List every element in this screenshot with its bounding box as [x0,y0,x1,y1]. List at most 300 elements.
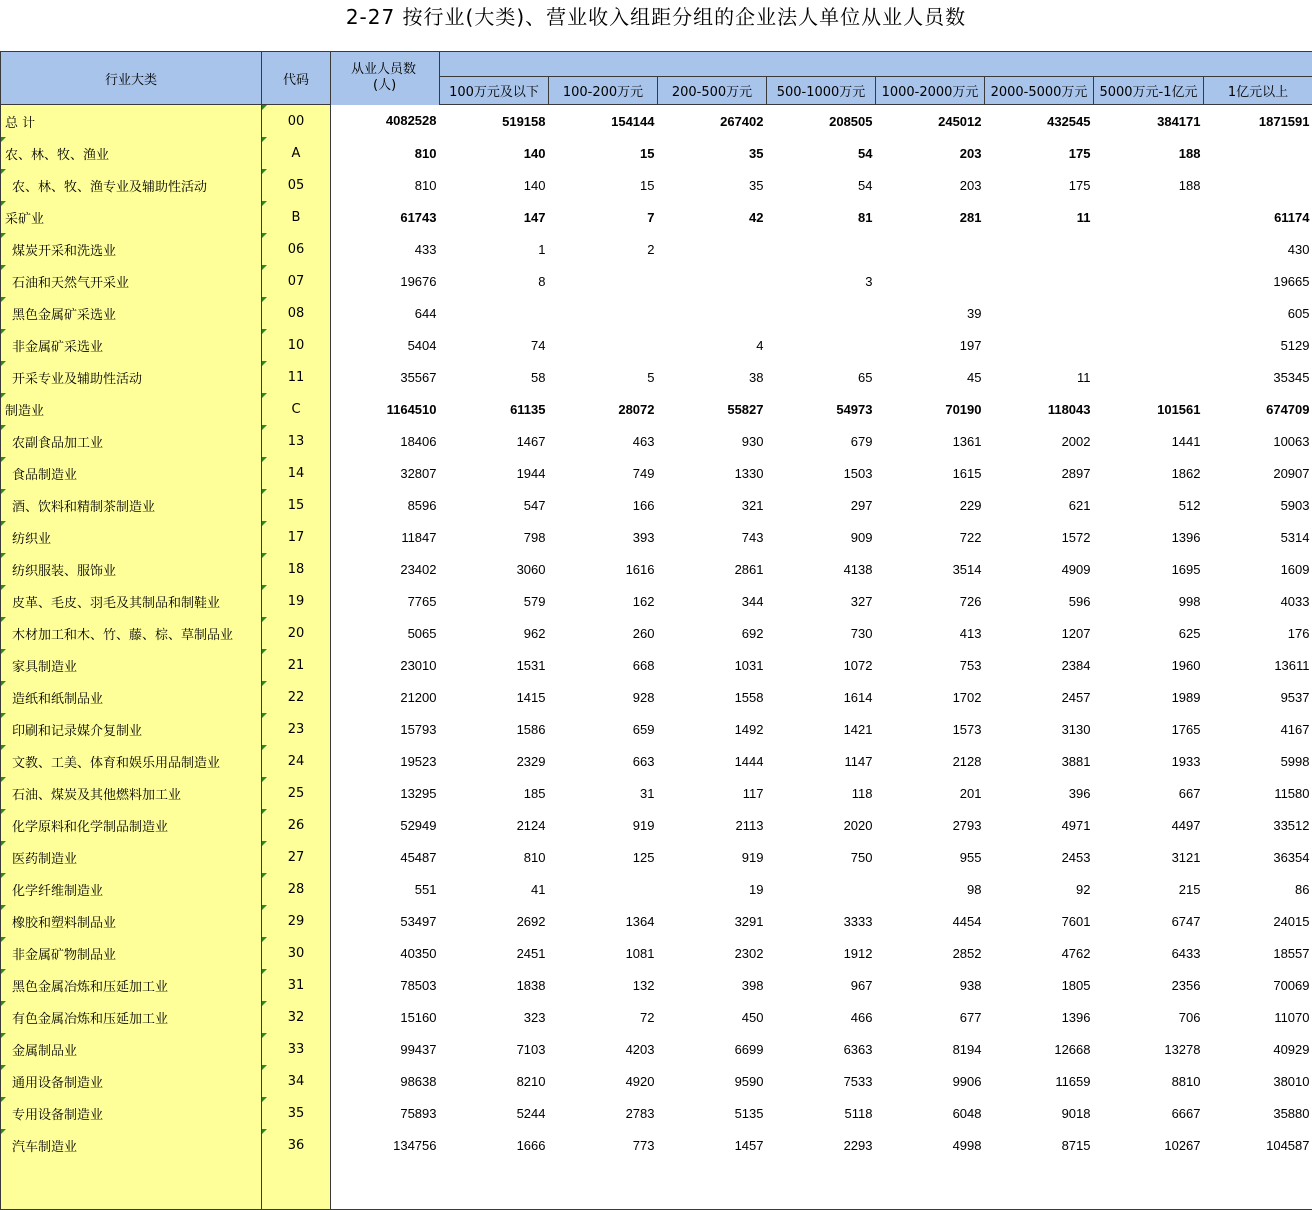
industry-name: 农副食品加工业 [12,436,103,451]
group-value-cell: 810 [440,841,549,873]
group-value-cell: 70190 [876,393,985,425]
group-value-cell: 5118 [767,1097,876,1129]
industry-code: 23 [288,722,305,737]
industry-name: 通用设备制造业 [12,1076,103,1091]
cell-comment-marker-icon [262,841,267,846]
group-value-cell: 4 [658,329,767,361]
group-value-cell: 267402 [658,105,767,138]
industry-name-cell [1,553,262,585]
group-value-cell [549,873,658,905]
group-value-cell: 3 [767,265,876,297]
group-value-cell: 1396 [1094,521,1204,553]
cell-comment-marker-icon [1,233,6,238]
total-employees-cell: 45487 [331,841,440,873]
group-value-cell: 188 [1094,137,1204,169]
group-value-cell: 203 [876,137,985,169]
industry-code: 11 [288,370,305,385]
industry-name-cell [1,905,262,937]
industry-code-cell [262,585,331,617]
industry-code-cell [262,777,331,809]
industry-code-cell [262,905,331,937]
total-employees-cell: 23010 [331,649,440,681]
total-employees-cell: 53497 [331,905,440,937]
group-value-cell: 175 [985,137,1094,169]
group-value-cell: 15 [549,137,658,169]
industry-code: 32 [288,1010,305,1025]
cell-comment-marker-icon [1,393,6,398]
table-row [1,1033,1312,1065]
group-value-cell: 92 [985,873,1094,905]
industry-code: 36 [288,1138,305,1153]
industry-code: 28 [288,882,305,897]
industry-name: 酒、饮料和精制茶制造业 [12,500,155,515]
cell-comment-marker-icon [1,1065,6,1070]
industry-name-cell [1,681,262,713]
table-row [1,617,1312,649]
group-value-cell [985,329,1094,361]
total-employees-cell: 23402 [331,553,440,585]
cell-comment-marker-icon [262,585,267,590]
industry-name-cell [1,1001,262,1033]
group-value-cell: 2302 [658,937,767,969]
header-group: 1亿元以上 [1204,77,1312,105]
industry-name-cell [1,1129,262,1161]
page-title: 2-27 按行业(大类)、营业收入组距分组的企业法人单位从业人员数 [0,2,1312,32]
group-value-cell: 8 [440,265,549,297]
group-value-cell: 998 [1094,585,1204,617]
group-value-cell [1094,265,1204,297]
industry-name-cell [1,1033,262,1065]
group-value-cell: 7103 [440,1033,549,1065]
group-value-cell: 10063 [1204,425,1312,457]
filler-cell [1204,1161,1312,1210]
header-group: 5000万元-1亿元 [1094,77,1204,105]
group-value-cell: 2002 [985,425,1094,457]
group-value-cell: 4920 [549,1065,658,1097]
industry-name-cell [1,393,262,425]
industry-code: 15 [288,498,305,513]
industry-name: 总 计 [5,116,35,131]
group-value-cell: 5 [549,361,658,393]
industry-name: 食品制造业 [12,468,77,483]
group-value-cell: 20907 [1204,457,1312,489]
group-value-cell: 674709 [1204,393,1312,425]
table-row [1,809,1312,841]
header-group: 200-500万元 [658,77,767,105]
industry-name-cell [1,489,262,521]
total-employees-cell: 99437 [331,1033,440,1065]
table-row [1,297,1312,329]
header-total [331,52,440,105]
group-value-cell: 928 [549,681,658,713]
group-value-cell [549,265,658,297]
group-value-cell: 1558 [658,681,767,713]
group-value-cell [985,297,1094,329]
group-value-cell: 101561 [1094,393,1204,425]
industry-code: 14 [288,466,305,481]
cell-comment-marker-icon [1,329,6,334]
cell-comment-marker-icon [262,617,267,622]
total-employees-cell: 40350 [331,937,440,969]
industry-code-cell [262,745,331,777]
industry-name-cell [1,777,262,809]
group-value-cell: 11580 [1204,777,1312,809]
cell-comment-marker-icon [1,649,6,654]
industry-code-cell [262,521,331,553]
group-value-cell: 1871591 [1204,105,1312,138]
industry-name-cell [1,809,262,841]
cell-comment-marker-icon [1,137,6,142]
industry-code-cell [262,1065,331,1097]
cell-comment-marker-icon [1,713,6,718]
group-value-cell: 9590 [658,1065,767,1097]
group-value-cell: 3514 [876,553,985,585]
industry-name: 文教、工美、体育和娱乐用品制造业 [12,756,220,771]
industry-code-cell [262,105,331,138]
group-value-cell: 3333 [767,905,876,937]
cell-comment-marker-icon [262,521,267,526]
group-value-cell: 430 [1204,233,1312,265]
table-row [1,169,1312,201]
industry-name: 黑色金属矿采选业 [12,308,116,323]
group-value-cell [658,265,767,297]
cell-comment-marker-icon [1,937,6,942]
group-value-cell: 1805 [985,969,1094,1001]
group-value-cell: 140 [440,137,549,169]
table-row [1,585,1312,617]
group-value-cell: 919 [658,841,767,873]
industry-code-cell [262,617,331,649]
industry-code-cell [262,809,331,841]
group-value-cell: 722 [876,521,985,553]
industry-name: 石油、煤炭及其他燃料加工业 [12,788,181,803]
cell-comment-marker-icon [1,745,6,750]
group-value-cell: 31 [549,777,658,809]
filler-cell [549,1161,658,1210]
table-row [1,1129,1312,1161]
group-value-cell: 2329 [440,745,549,777]
group-value-cell: 4998 [876,1129,985,1161]
table-row [1,233,1312,265]
group-value-cell: 2293 [767,1129,876,1161]
group-value-cell: 2453 [985,841,1094,873]
industry-code: 35 [288,1106,305,1121]
group-value-cell: 132 [549,969,658,1001]
table-body [1,105,1312,1210]
group-value-cell: 1492 [658,713,767,745]
group-value-cell: 118043 [985,393,1094,425]
group-value-cell: 3130 [985,713,1094,745]
group-value-cell [767,873,876,905]
industry-name: 黑色金属冶炼和压延加工业 [12,980,168,995]
cell-comment-marker-icon [1,201,6,206]
industry-name-cell [1,745,262,777]
group-value-cell: 297 [767,489,876,521]
total-employees-cell: 19676 [331,265,440,297]
group-value-cell [1204,137,1312,169]
industry-code: 31 [288,978,305,993]
cell-comment-marker-icon [1,873,6,878]
industry-name-cell [1,617,262,649]
group-value-cell: 45 [876,361,985,393]
group-value-cell: 58 [440,361,549,393]
industry-name-cell [1,201,262,233]
group-value-cell: 8210 [440,1065,549,1097]
industry-code-cell [262,297,331,329]
cell-comment-marker-icon [262,1065,267,1070]
total-employees-cell: 75893 [331,1097,440,1129]
group-value-cell [658,297,767,329]
group-value-cell: 667 [1094,777,1204,809]
industry-code-cell [262,457,331,489]
group-value-cell: 7533 [767,1065,876,1097]
cell-comment-marker-icon [1,617,6,622]
table-row [1,777,1312,809]
group-value-cell [440,297,549,329]
group-value-cell: 1467 [440,425,549,457]
group-value-cell: 726 [876,585,985,617]
group-value-cell: 35 [658,169,767,201]
industry-name-cell [1,425,262,457]
group-value-cell: 1609 [1204,553,1312,585]
group-value-cell: 70069 [1204,969,1312,1001]
cell-comment-marker-icon [1,425,6,430]
group-value-cell [1094,361,1204,393]
group-value-cell: 175 [985,169,1094,201]
group-value-cell: 798 [440,521,549,553]
group-value-cell: 413 [876,617,985,649]
group-value-cell: 1147 [767,745,876,777]
group-value-cell: 7 [549,201,658,233]
group-value-cell: 38010 [1204,1065,1312,1097]
industry-code-cell [262,489,331,521]
group-value-cell: 621 [985,489,1094,521]
group-value-cell: 1572 [985,521,1094,553]
industry-code-cell [262,425,331,457]
group-value-cell: 677 [876,1001,985,1033]
total-employees-cell: 18406 [331,425,440,457]
group-value-cell: 6048 [876,1097,985,1129]
group-value-cell: 750 [767,841,876,873]
group-value-cell: 3121 [1094,841,1204,873]
industry-code-cell [262,937,331,969]
group-value-cell: 450 [658,1001,767,1033]
industry-code: A [292,146,301,161]
group-value-cell: 13611 [1204,649,1312,681]
group-value-cell: 1616 [549,553,658,585]
industry-name: 木材加工和木、竹、藤、棕、草制品业 [12,628,233,643]
cell-comment-marker-icon [262,649,267,654]
cell-comment-marker-icon [1,265,6,270]
industry-code: 30 [288,946,305,961]
cell-comment-marker-icon [262,361,267,366]
total-employees-cell: 551 [331,873,440,905]
cell-comment-marker-icon [1,1097,6,1102]
industry-code: 00 [288,114,305,129]
group-value-cell: 2356 [1094,969,1204,1001]
cell-comment-marker-icon [262,937,267,942]
total-employees-cell: 19523 [331,745,440,777]
group-value-cell: 1615 [876,457,985,489]
industry-name-cell [1,457,262,489]
industry-code-cell [262,1129,331,1161]
cell-comment-marker-icon [262,489,267,494]
industry-code: 10 [288,338,305,353]
group-value-cell: 154144 [549,105,658,138]
group-value-cell: 41 [440,873,549,905]
total-employees-cell: 810 [331,169,440,201]
group-value-cell: 245012 [876,105,985,138]
group-value-cell: 1457 [658,1129,767,1161]
group-value-cell: 4033 [1204,585,1312,617]
industry-code-cell [262,393,331,425]
filler-cell [658,1161,767,1210]
group-value-cell [1094,297,1204,329]
cell-comment-marker-icon [1,457,6,462]
group-value-cell [767,329,876,361]
group-value-cell: 9018 [985,1097,1094,1129]
cell-comment-marker-icon [1,297,6,302]
industry-name: 非金属矿物制品业 [12,948,116,963]
group-value-cell: 61174 [1204,201,1312,233]
industry-name: 汽车制造业 [12,1140,77,1155]
cell-comment-marker-icon [1,777,6,782]
table-filler-row [1,1161,1312,1210]
group-value-cell: 35 [658,137,767,169]
group-value-cell: 13278 [1094,1033,1204,1065]
industry-name-cell [1,265,262,297]
total-employees-cell: 4082528 [331,105,440,138]
cell-comment-marker-icon [262,745,267,750]
group-value-cell: 74 [440,329,549,361]
total-employees-cell: 32807 [331,457,440,489]
group-value-cell: 55827 [658,393,767,425]
group-value-cell: 466 [767,1001,876,1033]
group-value-cell: 5129 [1204,329,1312,361]
industry-code: 34 [288,1074,305,1089]
cell-comment-marker-icon [262,233,267,238]
group-value-cell: 463 [549,425,658,457]
total-employees-cell: 21200 [331,681,440,713]
group-value-cell: 7601 [985,905,1094,937]
cell-comment-marker-icon [262,713,267,718]
cell-comment-marker-icon [262,777,267,782]
filler-cell [767,1161,876,1210]
industry-name: 制造业 [5,404,44,419]
group-value-cell: 8810 [1094,1065,1204,1097]
group-value-cell: 6747 [1094,905,1204,937]
group-value-cell: 938 [876,969,985,1001]
group-value-cell: 668 [549,649,658,681]
total-employees-cell: 810 [331,137,440,169]
industry-code-cell [262,137,331,169]
filler-cell [876,1161,985,1210]
total-employees-cell: 1164510 [331,393,440,425]
group-value-cell: 201 [876,777,985,809]
group-value-cell: 117 [658,777,767,809]
group-value-cell: 1415 [440,681,549,713]
industry-code: 07 [288,274,305,289]
table-row [1,969,1312,1001]
cell-comment-marker-icon [262,969,267,974]
table-row [1,489,1312,521]
group-value-cell: 40929 [1204,1033,1312,1065]
industry-code-cell [262,329,331,361]
group-value-cell [767,233,876,265]
group-value-cell: 3881 [985,745,1094,777]
group-value-cell: 962 [440,617,549,649]
total-employees-cell: 11847 [331,521,440,553]
header-group: 500-1000万元 [767,77,876,105]
filler-cell [331,1161,440,1210]
table-row [1,745,1312,777]
group-value-cell: 1031 [658,649,767,681]
group-value-cell [549,297,658,329]
group-value-cell: 344 [658,585,767,617]
industry-name-cell [1,361,262,393]
table-row [1,937,1312,969]
header-group: 100万元及以下 [440,77,549,105]
table-row [1,105,1312,138]
table-row [1,713,1312,745]
group-value-cell: 1444 [658,745,767,777]
cell-comment-marker-icon [1,905,6,910]
industry-name-cell [1,297,262,329]
industry-code-cell [262,265,331,297]
group-value-cell: 36354 [1204,841,1312,873]
cell-comment-marker-icon [1,585,6,590]
industry-name: 化学原料和化学制品制造业 [12,820,168,835]
group-value-cell: 54 [767,137,876,169]
group-value-cell: 1573 [876,713,985,745]
table-row [1,841,1312,873]
group-value-cell: 2113 [658,809,767,841]
industry-name: 家具制造业 [12,660,77,675]
group-value-cell: 5903 [1204,489,1312,521]
group-value-cell: 706 [1094,1001,1204,1033]
total-employees-cell: 15793 [331,713,440,745]
table-row [1,137,1312,169]
table-row [1,201,1312,233]
table-row [1,457,1312,489]
group-value-cell: 8194 [876,1033,985,1065]
industry-code: 06 [288,242,305,257]
cell-comment-marker-icon [262,169,267,174]
group-value-cell: 4909 [985,553,1094,585]
group-value-cell: 12668 [985,1033,1094,1065]
group-value-cell: 65 [767,361,876,393]
group-value-cell: 18557 [1204,937,1312,969]
table-row [1,521,1312,553]
cell-comment-marker-icon [262,457,267,462]
table-row [1,905,1312,937]
group-value-cell: 1765 [1094,713,1204,745]
group-value-cell: 327 [767,585,876,617]
industry-code: 33 [288,1042,305,1057]
industry-code-cell [262,169,331,201]
total-employees-cell: 5065 [331,617,440,649]
group-value-cell: 3291 [658,905,767,937]
cell-comment-marker-icon [262,297,267,302]
industry-name-cell [1,169,262,201]
industry-name: 煤炭开采和洗选业 [12,244,116,259]
group-value-cell: 162 [549,585,658,617]
industry-name: 开采专业及辅助性活动 [12,372,142,387]
group-value-cell: 547 [440,489,549,521]
industry-name-cell [1,969,262,1001]
industry-code: 18 [288,562,305,577]
group-value-cell: 61135 [440,393,549,425]
